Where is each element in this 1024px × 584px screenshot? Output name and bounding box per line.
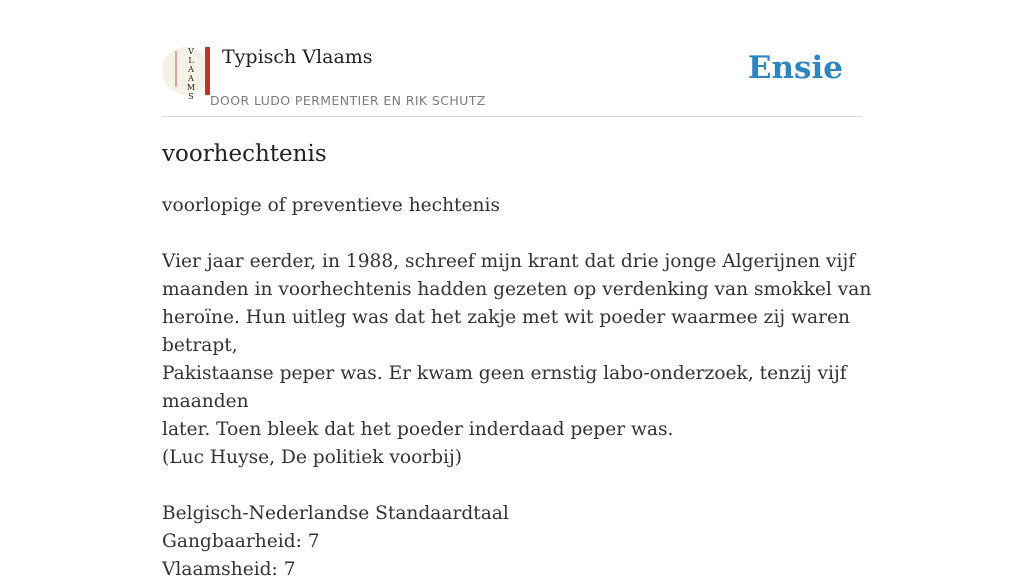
entry-definition: voorlopige of preventieve hechtenis	[162, 195, 501, 216]
gangbaarheid: Gangbaarheid: 7	[162, 531, 320, 552]
language-variety: Belgisch-Nederlandse Standaardtaal	[162, 503, 509, 524]
page-container	[162, 0, 872, 580]
vlaamsheid: Vlaamsheid: 7	[162, 559, 296, 580]
logo-mark: V L A A M S	[186, 47, 196, 101]
header	[162, 0, 862, 117]
entry-content	[162, 192, 872, 584]
example-line: heroïne. Hun uitleg was dat het zakje met wit poeder waarmee zij waren betrapt,	[162, 307, 850, 356]
example-line: Pakistaanse peper was. Er kwam geen ernstig labo-onderzoek, tenzij vijf maanden	[162, 363, 847, 412]
ensie-logo[interactable]: Ensie	[747, 50, 843, 86]
example-line: later. Toen bleek dat het poeder inderdaad peper was.	[162, 419, 674, 440]
example-line: Vier jaar eerder, in 1988, schreef mijn krant dat drie jonge Algerijnen vijf	[162, 251, 856, 272]
example-line: maanden in voorhechtenis hadden gezeten op verdenking van smokkel van	[162, 279, 872, 300]
typisch-vlaams-logo-icon[interactable]	[162, 47, 210, 101]
dictionary-title[interactable]: Typisch Vlaams	[222, 46, 373, 68]
entry-term: voorhechtenis	[162, 141, 327, 167]
example-source: (Luc Huyse, De politiek voorbij)	[162, 447, 463, 468]
dictionary-byline: DOOR LUDO PERMENTIER EN RIK SCHUTZ	[210, 93, 486, 108]
